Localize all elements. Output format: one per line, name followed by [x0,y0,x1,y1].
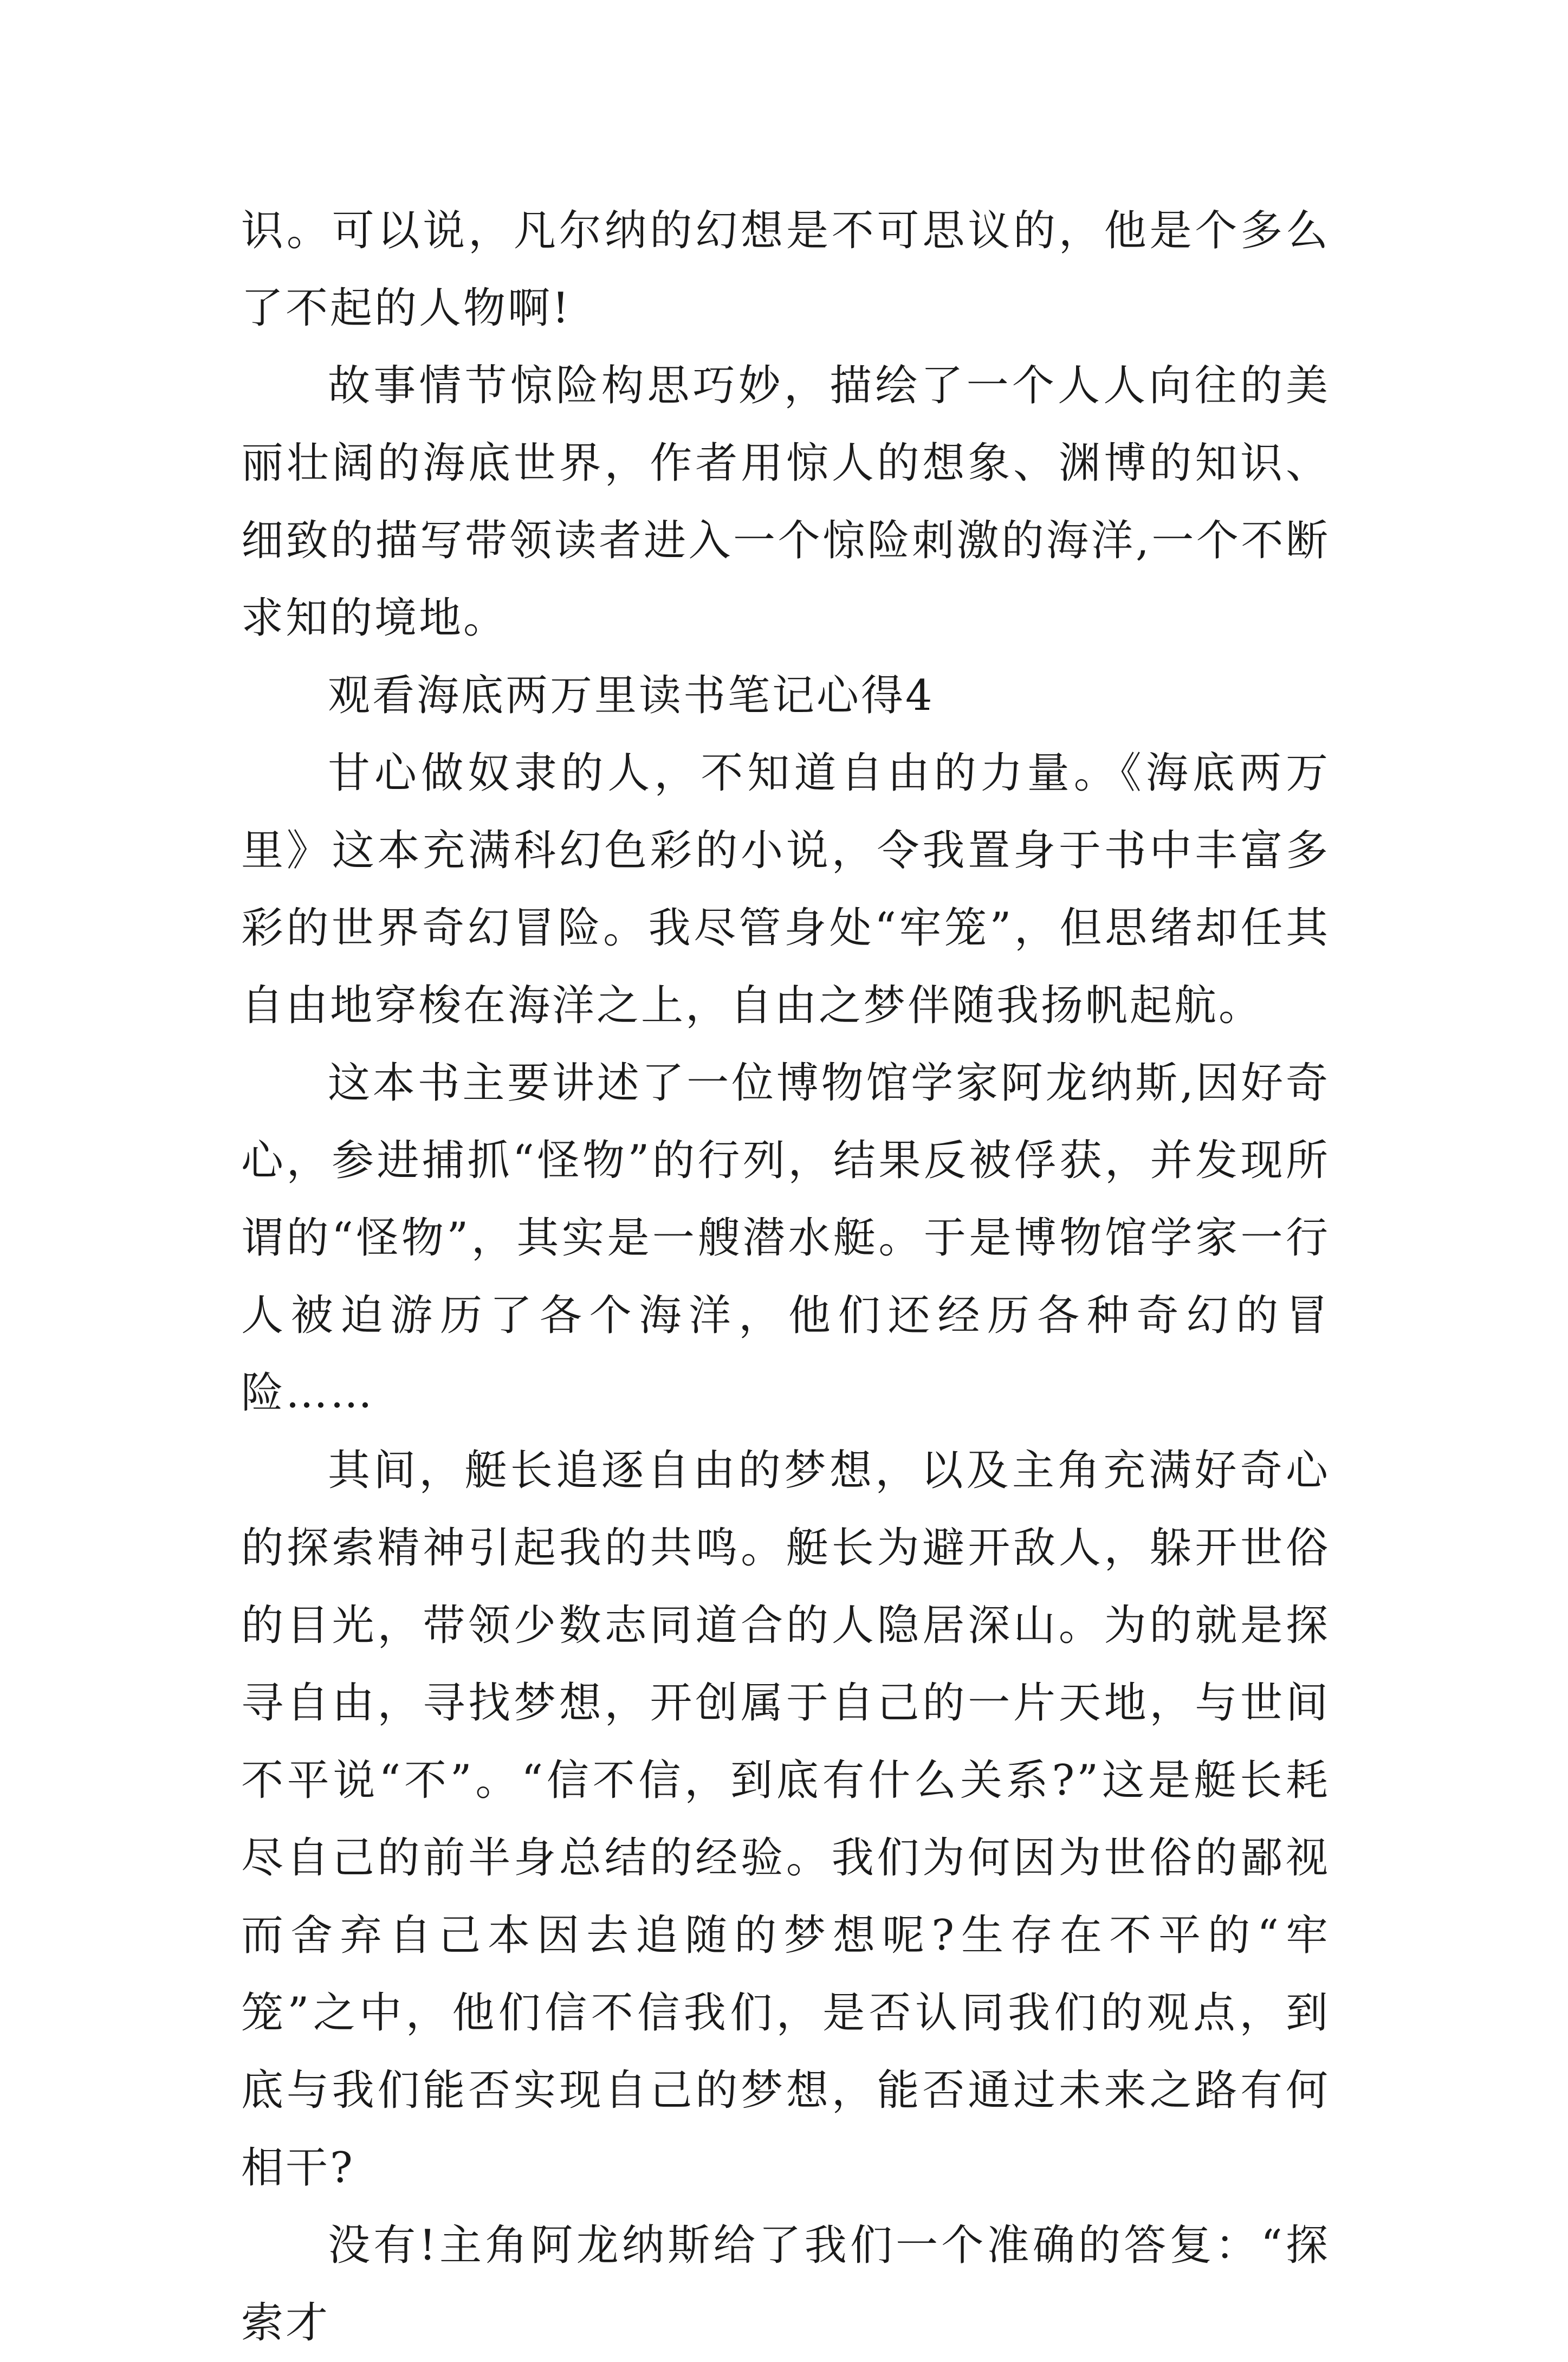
document-body [241,192,1330,2362]
paragraph-answer: 没有!主角阿龙纳斯给了我们一个准确的答复：“探索才 [241,2221,1330,2347]
paragraph-continuation: 识。可以说，凡尔纳的幻想是不可思议的，他是个多么了不起的人物啊! [241,206,1330,333]
paragraph-story-summary: 故事情节惊险构思巧妙，描绘了一个人人向往的美丽壮阔的海底世界，作者用惊人的想象、渊博的知识、细致的描写带领读者进入一个惊险刺激的海洋,一个不断求知的境地。 [241,361,1330,643]
paragraph-freedom: 甘心做奴隶的人，不知道自由的力量。《海底两万里》这本充满科幻色彩的小说，令我置身于书中丰富多彩的世界奇幻冒险。我尽管身处“牢笼”，但思绪却任其自由地穿梭在海洋之上，自由之梦伴随我扬帆起航。 [241,749,1330,1030]
paragraph-plot: 这本书主要讲述了一位博物馆学家阿龙纳斯,因好奇心，参进捕抓“怪物”的行列，结果反被俘获，并发现所谓的“怪物”，其实是一艘潜水艇。于是博物馆学家一行人被迫游历了各个海洋，他们还经历各种奇幻的冒险…… [241,1059,1330,1418]
paragraph-reflection: 其间，艇长追逐自由的梦想，以及主角充满好奇心的探索精神引起我的共鸣。艇长为避开敌人，躲开世俗的目光，带领少数志同道合的人隐居深山。为的就是探寻自由，寻找梦想，开创属于自己的一片天地，与世间不平说“不”。“信不信，到底有什么关系?”这是艇长耗尽自己的前半身总结的经验。我们为何因为世俗的鄙视而舍弃自己本因去追随的梦想呢?生存在不平的“牢笼”之中，他们信不信我们，是否认同我们的观点，到底与我们能否实现自己的梦想，能否通过未来之路有何相干? [241,1446,1330,2192]
section-heading: 观看海底两万里读书笔记心得4 [328,671,935,720]
